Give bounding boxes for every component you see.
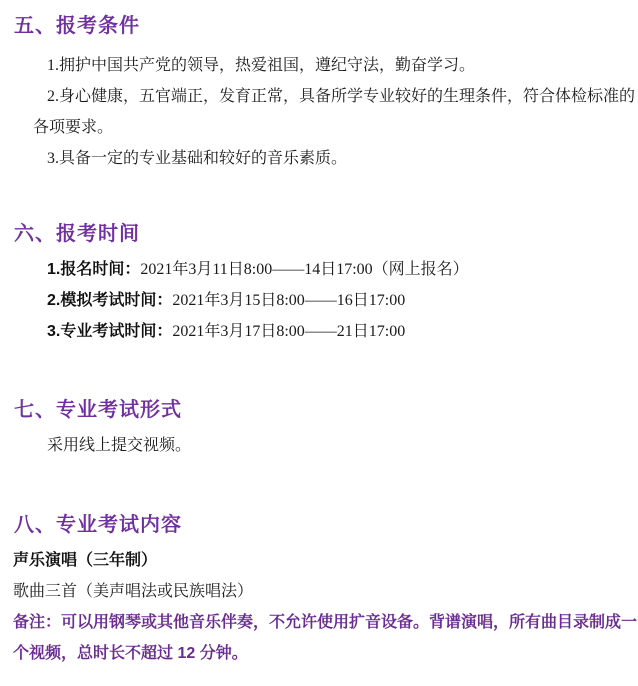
section-format xyxy=(0,398,638,461)
program-detail: 歌曲三首（美声唱法或民族唱法） xyxy=(13,583,254,600)
schedule-item-mock-exam-label: 2.模拟考试时间： xyxy=(47,292,173,309)
schedule-item-major-exam xyxy=(33,316,638,347)
schedule-item-major-exam-value: 2021年3月17日8:00——21日17:00 xyxy=(172,323,406,340)
section-conditions xyxy=(0,14,638,174)
format-body: 采用线上提交视频。 xyxy=(47,437,192,454)
section-conditions-heading: 五、报考条件 xyxy=(14,15,140,37)
section-format-heading: 七、专业考试形式 xyxy=(14,399,182,421)
schedule-item-registration xyxy=(33,254,638,285)
condition-item-3: 3.具备一定的专业基础和较好的音乐素质。 xyxy=(47,150,348,167)
section-content-heading: 八、专业考试内容 xyxy=(14,514,182,536)
schedule-item-mock-exam xyxy=(33,285,638,316)
schedule-item-major-exam-label: 3.专业考试时间： xyxy=(47,323,173,340)
schedule-item-registration-label: 1.报名时间： xyxy=(47,261,141,278)
program-title: 声乐演唱（三年制） xyxy=(13,552,158,569)
section-schedule xyxy=(0,222,638,347)
document-page xyxy=(0,14,638,686)
section-content xyxy=(0,513,638,669)
format-body-block xyxy=(33,430,638,461)
schedule-item-mock-exam-value: 2021年3月15日8:00——16日17:00 xyxy=(172,292,406,309)
schedule-item-registration-value: 2021年3月11日8:00——14日17:00（网上报名） xyxy=(140,261,469,278)
conditions-list xyxy=(33,50,638,174)
condition-item-2: 2.身心健康，五官端正，发育正常，具备所学专业较好的生理条件，符合体检标准的各项要求。 xyxy=(33,88,636,136)
condition-item-1: 1.拥护中国共产党的领导，热爱祖国，遵纪守法，勤奋学习。 xyxy=(47,57,476,74)
schedule-list xyxy=(33,254,638,347)
section-schedule-heading: 六、报考时间 xyxy=(14,223,140,245)
program-note: 备注：可以用钢琴或其他音乐伴奏，不允许使用扩音设备。背谱演唱，所有曲目录制成一个视频，总时长不超过 12 分钟。 xyxy=(13,614,638,662)
content-body-block xyxy=(13,545,638,669)
